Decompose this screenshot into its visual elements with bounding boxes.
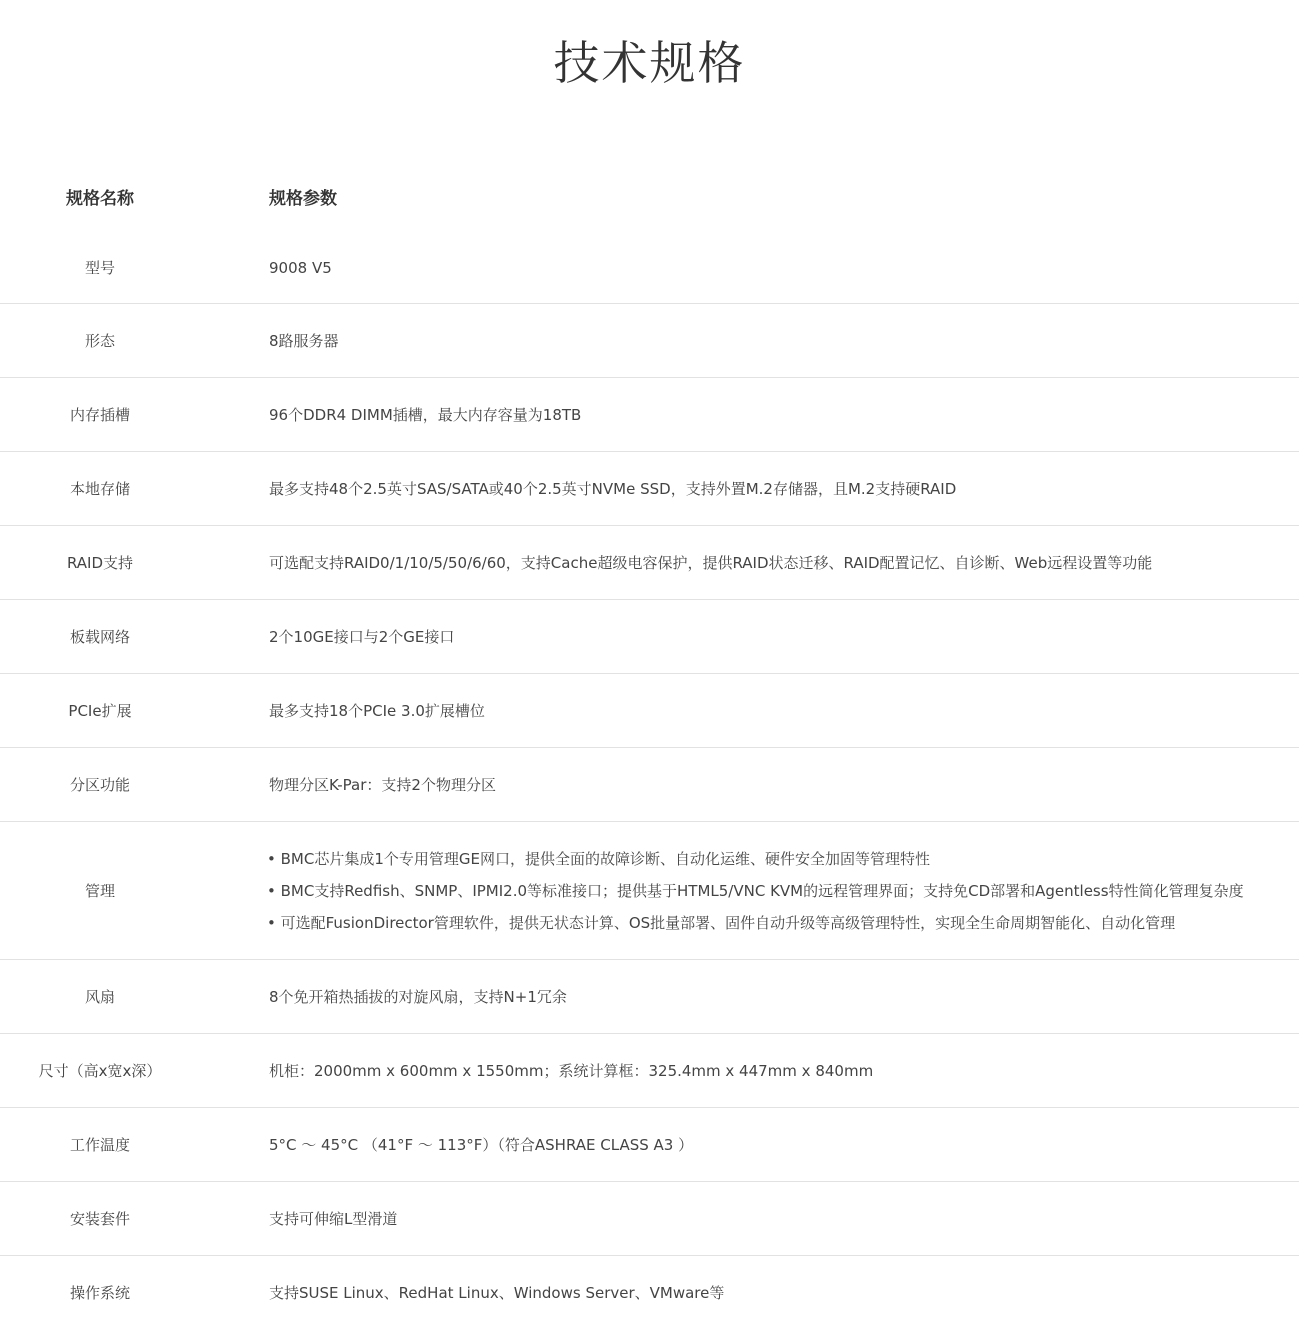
- list-item: • BMC芯片集成1个专用管理GE网口，提供全面的故障诊断、自动化运维、硬件安全加固等管理特性: [267, 849, 930, 868]
- table-row: [0, 1182, 1299, 1256]
- spec-name: 风扇: [84, 988, 115, 1006]
- header-spec-name: 规格名称: [66, 188, 134, 209]
- spec-value: 8个免开箱热插拔的对旋风扇，支持N+1冗余: [269, 987, 567, 1006]
- table-header: [0, 160, 1299, 232]
- table-row: [0, 822, 1299, 960]
- spec-value: 支持可伸缩L型滑道: [269, 1209, 398, 1228]
- spec-name: 型号: [84, 259, 115, 277]
- table-row: [0, 232, 1299, 304]
- spec-table: [0, 160, 1299, 1329]
- spec-name: 内存插槽: [69, 406, 130, 424]
- table-row: [0, 674, 1299, 748]
- spec-name: 本地存储: [69, 480, 130, 498]
- list-item: • BMC支持Redfish、SNMP、IPMI2.0等标准接口；提供基于HTML5/VNC KVM的远程管理界面；支持免CD部署和Agentless特性简化管理复杂度: [267, 881, 1244, 900]
- table-row: [0, 304, 1299, 378]
- spec-name: 尺寸（高x宽x深）: [38, 1062, 162, 1080]
- table-row: [0, 1034, 1299, 1108]
- table-row: [0, 1108, 1299, 1182]
- spec-value: 8路服务器: [269, 331, 339, 350]
- spec-value: 支持SUSE Linux、RedHat Linux、Windows Server、VMware等: [269, 1283, 725, 1302]
- spec-value: 9008 V5: [269, 258, 332, 277]
- spec-value: 最多支持18个PCIe 3.0扩展槽位: [269, 701, 485, 720]
- table-row: [0, 452, 1299, 526]
- table-row: [0, 748, 1299, 822]
- spec-value-list: [200, 843, 1299, 939]
- table-row: [0, 526, 1299, 600]
- spec-name: 管理: [84, 882, 115, 900]
- spec-name: RAID支持: [66, 554, 134, 572]
- spec-value: 最多支持48个2.5英寸SAS/SATA或40个2.5英寸NVMe SSD，支持外置M.2存储器，且M.2支持硬RAID: [269, 479, 957, 498]
- spec-value: 物理分区K-Par：支持2个物理分区: [269, 775, 496, 794]
- spec-name: PCIe扩展: [68, 702, 132, 720]
- spec-name: 操作系统: [69, 1284, 130, 1302]
- spec-value: 5°C ～ 45°C （41°F ～ 113°F）（符合ASHRAE CLASS A3 ）: [269, 1135, 694, 1154]
- spec-name: 安装套件: [69, 1210, 130, 1228]
- spec-value: 可选配支持RAID0/1/10/5/50/6/60，支持Cache超级电容保护，提供RAID状态迁移、RAID配置记忆、自诊断、Web远程设置等功能: [269, 553, 1153, 572]
- table-row: [0, 378, 1299, 452]
- table-row: [0, 1256, 1299, 1329]
- spec-name: 形态: [84, 332, 115, 350]
- spec-value: 机柜：2000mm x 600mm x 1550mm；系统计算框：325.4mm x 447mm x 840mm: [269, 1061, 874, 1080]
- table-row: [0, 960, 1299, 1034]
- spec-value: 96个DDR4 DIMM插槽，最大内存容量为18TB: [269, 405, 582, 424]
- header-spec-value: 规格参数: [269, 188, 337, 209]
- spec-name: 分区功能: [69, 776, 130, 794]
- spec-value: 2个10GE接口与2个GE接口: [269, 627, 455, 646]
- spec-name: 工作温度: [69, 1136, 130, 1154]
- spec-name: 板载网络: [69, 628, 130, 646]
- table-row: [0, 600, 1299, 674]
- page-title: 技术规格: [553, 35, 746, 90]
- list-item: • 可选配FusionDirector管理软件，提供无状态计算、OS批量部署、固件自动升级等高级管理特性，实现全生命周期智能化、自动化管理: [267, 913, 1176, 932]
